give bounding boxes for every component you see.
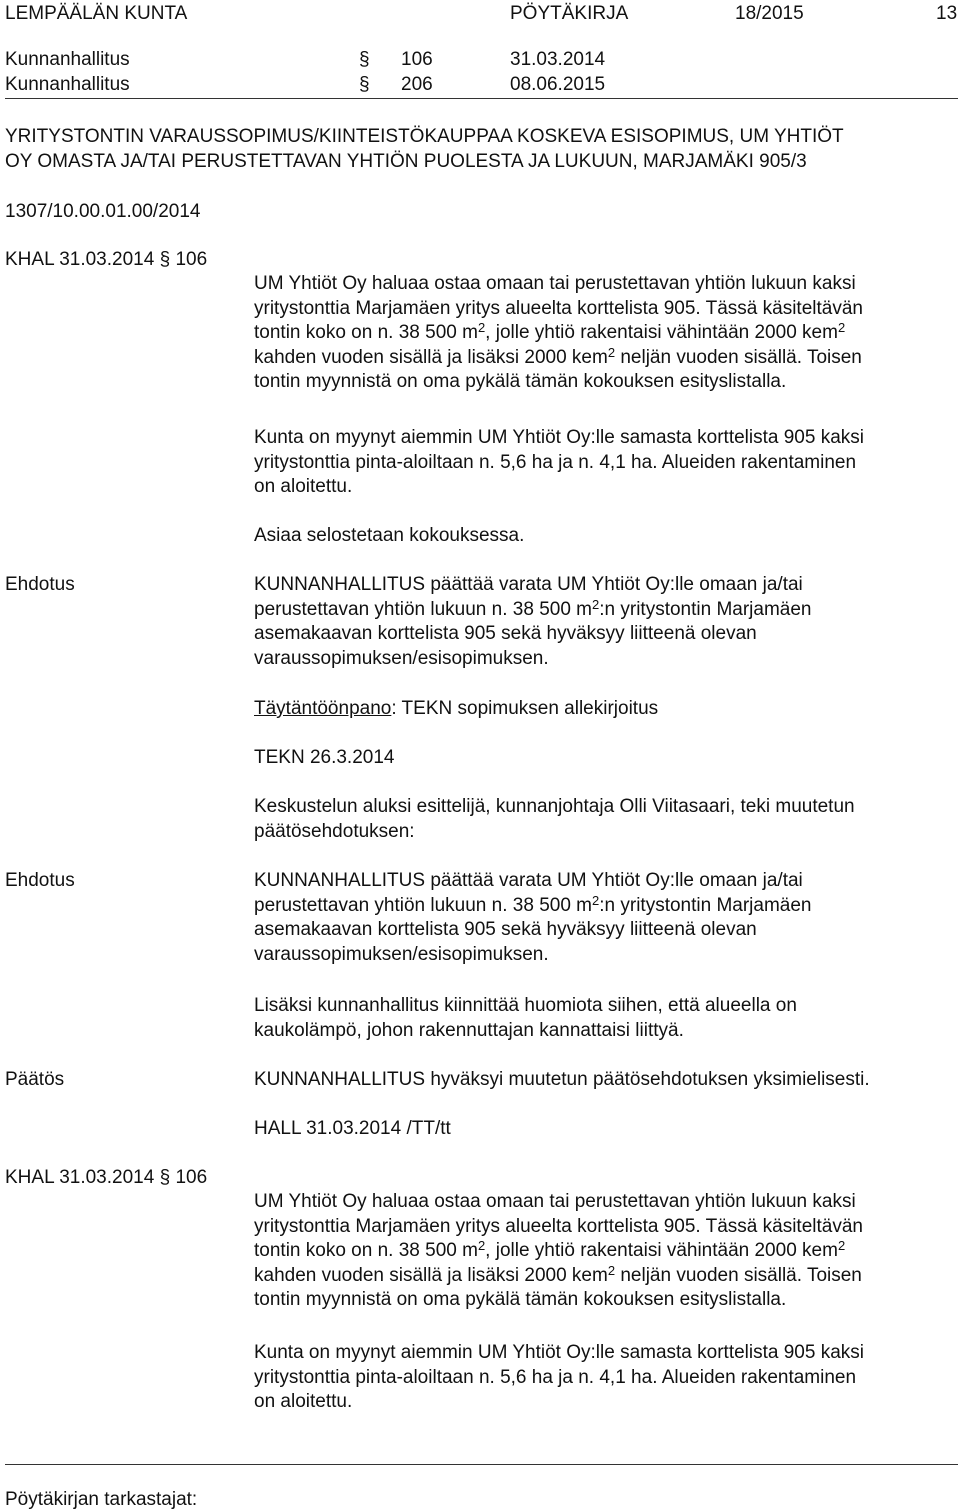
proposal-text: KUNNANHALLITUS päättää varata UM Yhtiöt Oy:lle omaan ja/tai perustettavan yhtiön lukuun n. 38 500 $m^2:n$ yritystontin Marjamäen asemakaavan korttelista 905 sekä hyväksyy liitteenä olevan varaussopimuksen/esisopimuksen. [254, 870, 812, 965]
section-mark: § [359, 74, 370, 95]
khal-reference [5, 248, 207, 272]
document-number: 18/2015 [735, 3, 804, 24]
minutes-checkers-label: Pöytäkirjan tarkastajat: [5, 1489, 198, 1510]
additional-note: Lisäksi kunnanhallitus kiinnittää huomiota siihen, että alueella on kaukolämpö, johon rakennuttajan kannattaisi liittyä. [254, 995, 797, 1041]
khal-number: 106 [175, 1167, 208, 1188]
agenda-title-line-2: OY OMASTA JA/TAI PERUSTETTAVAN YHTIÖN PUOLESTA JA LUKUUN, MARJAMÄKI 905/3 [5, 151, 807, 172]
khal-label: KHAL 31.03.2014 [5, 1167, 155, 1188]
meeting-date: 31.03.2014 [510, 49, 606, 70]
khal-paragraph-2: Kunta on myynyt aiemmin UM Yhtiöt Oy:lle samasta korttelista 905 kaksi yritystonttia pinta-aloiltaan n. 5,6 ha ja n. 4,1 ha. Alueiden rakentaminen on aloitettu. [254, 1342, 865, 1412]
meeting-section-number: 106 [401, 49, 433, 70]
agenda-title-line-1: YRITYSTONTIN VARAUSSOPIMUS/KIINTEISTÖKAUPPAA KOSKEVA ESISOPIMUS, UM YHTIÖT [5, 126, 844, 147]
hall-reference: HALL 31.03.2014 /TT/tt [254, 1118, 451, 1139]
proposal-text: KUNNANHALLITUS päättää varata UM Yhtiöt Oy:lle omaan ja/tai perustettavan yhtiön lukuun n. 38 500 $m^2:n$ yritystontin Marjamäen asemakaavan korttelista 905 sekä hyväksyy liitteenä olevan varaussopimuksen/esisopimuksen. [254, 574, 812, 669]
municipality-name: LEMPÄÄLÄN KUNTA [5, 3, 188, 24]
khal-paragraph-2: Kunta on myynyt aiemmin UM Yhtiöt Oy:lle samasta korttelista 905 kaksi yritystonttia pinta-aloiltaan n. 5,6 ha ja n. 4,1 ha. Alueiden rakentaminen on aloitettu. [254, 427, 865, 497]
khal-reference [5, 1166, 207, 1190]
section-mark: § [359, 49, 370, 70]
khal-paragraph-1: UM Yhtiöt Oy haluaa ostaa omaan tai perustettavan yhtiön lukuun kaksi yritystonttia Marjamäen yritys alueelta korttelista 905. Tässä käsiteltävän tontin koko on n. 38 500 $m^2$, jolle yhtiö rakentaisi vähintään 2000 kem$^2$ kahden vuoden sisällä ja lisäksi 2000 kem$^2$ neljän vuoden sisällä. Toisen tontin myynnistä on oma pykälä tämän kokouksen esityslistalla. [254, 1191, 863, 1310]
decision-text: KUNNANHALLITUS hyväksyi muutetun päätösehdotuksen yksimielisesti. [254, 1069, 870, 1090]
document-type: PÖYTÄKIRJA [510, 3, 629, 24]
khal-paragraph-3: Asiaa selostetaan kokouksessa. [254, 525, 525, 546]
diary-number: 1307/10.00.01.00/2014 [5, 201, 201, 222]
section-mark: § [159, 1167, 171, 1188]
implementation-text: : TEKN sopimuksen allekirjoitus [391, 698, 659, 719]
decision-label: Päätös [5, 1069, 65, 1090]
meeting-body: Kunnanhallitus [5, 49, 130, 70]
implementation-label: Täytäntöönpano [254, 698, 392, 719]
page-number: 13 [936, 3, 958, 24]
meeting-date: 08.06.2015 [510, 74, 606, 95]
proposal-label: Ehdotus [5, 870, 75, 891]
tekn-reference: TEKN 26.3.2014 [254, 747, 395, 768]
khal-paragraph-1: UM Yhtiöt Oy haluaa ostaa omaan tai perustettavan yhtiön lukuun kaksi yritystonttia Marjamäen yritys alueelta korttelista 905. Tässä käsiteltävän tontin koko on n. 38 500 $m^2$, jolle yhtiö rakentaisi vähintään 2000 kem$^2$ kahden vuoden sisällä ja lisäksi 2000 kem$^2$ neljän vuoden sisällä. Toisen tontin myynnistä on oma pykälä tämän kokouksen esityslistalla. [254, 273, 863, 392]
meeting-body: Kunnanhallitus [5, 74, 130, 95]
khal-number: 106 [175, 249, 208, 270]
implementation-line [254, 697, 658, 721]
discussion-text: Keskustelun aluksi esittelijä, kunnanjohtaja Olli Viitasaari, teki muutetun päätösehdotuksen: [254, 796, 855, 842]
khal-label: KHAL 31.03.2014 [5, 249, 155, 270]
header-divider [5, 98, 958, 99]
section-mark: § [159, 249, 171, 270]
meeting-section-number: 206 [401, 74, 433, 95]
footer-divider [5, 1464, 958, 1465]
proposal-label: Ehdotus [5, 574, 75, 595]
